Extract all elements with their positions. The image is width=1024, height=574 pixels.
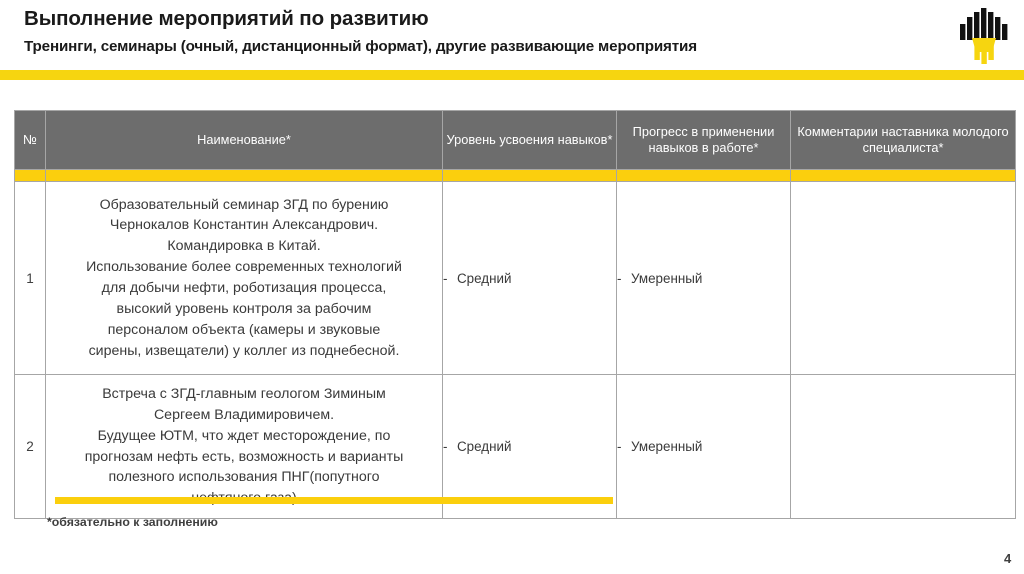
column-header-comments: Комментарии наставника молодого специалиста* [791,111,1016,170]
bullet-dash: - [443,270,448,286]
row-level-value: Средний [457,270,512,286]
divider-cell [443,170,617,182]
row-progress-cell [617,182,791,375]
row-level-value: Средний [457,439,512,454]
slide-header [0,0,1024,70]
row-comments-cell [791,182,1016,375]
row-name-line: Сергеем Владимировичем. [153,406,335,423]
table-body [15,170,1016,519]
row-progress-cell [617,375,791,519]
row-number-cell: 1 [15,182,46,375]
row-name-line: высокий уровень контроля за рабочим [116,300,372,317]
row-name-line: Образовательный семинар ЗГД по бурению [99,196,389,213]
row-name-line: Встреча с ЗГД-главным геологом Зиминым [102,385,386,402]
divider-cell [617,170,791,182]
table-divider-row [15,170,1016,182]
row-comments-cell [791,375,1016,519]
bullet-dash: - [617,270,622,286]
row-name-line: Будущее ЮТМ, что ждет месторождение, по [97,427,391,444]
divider-cell [15,170,46,182]
page-number: 4 [1004,551,1012,566]
column-header-level: Уровень усвоения навыков* [443,111,617,170]
row-name-line: Чернокалов Константин Александрович. [109,217,379,234]
bullet-dash: - [617,439,622,454]
row-name-line: Командировка в Китай. [167,238,321,255]
column-header-name: Наименование* [46,111,443,170]
table-row [15,182,1016,375]
development-activities-table-wrapper [14,110,1010,519]
footnote: *обязательно к заполнению [47,515,218,529]
page-subtitle: Тренинги, семинары (очный, дистанционный формат), другие развивающие мероприятия [24,38,697,55]
row-progress-value: Умеренный [631,270,703,286]
divider-cell [791,170,1016,182]
column-header-number: № [15,111,46,170]
row-name-line: Использование более современных технологий [86,259,402,276]
row-name-line: прогнозам нефть есть, возможность и варианты [84,448,404,465]
row-name-cell [46,182,443,375]
row-name-line: для добычи нефти, роботизация процесса, [101,280,387,296]
row-progress-value: Умеренный [631,439,703,454]
header-accent-rule [0,70,1024,80]
table-header-row [15,111,1016,170]
row-name-line: полезного использования ПНГ(попутного [108,469,380,486]
column-header-progress: Прогресс в применении навыков в работе* [617,111,791,170]
divider-cell [46,170,443,182]
highlight-bar [55,497,613,504]
bullet-dash: - [443,439,448,454]
rosneft-logo [958,8,1014,66]
table-head [15,111,1016,170]
row-number-cell: 2 [15,375,46,519]
row-name-line: сирены, извещатели) у коллег из поднебесной. [88,342,400,359]
row-level-cell [443,182,617,375]
row-name-line: персоналом объекта (камеры и звуковые [107,321,381,338]
development-activities-table [14,110,1016,519]
page-title: Выполнение мероприятий по развитию [24,7,429,30]
